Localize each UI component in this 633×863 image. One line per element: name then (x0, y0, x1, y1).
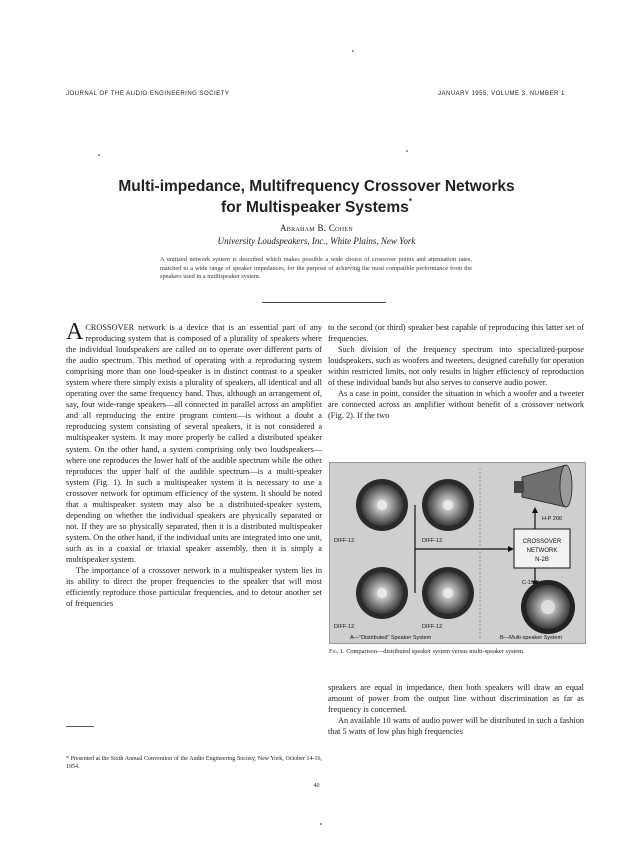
footnote: * Presented at the Sixth Annual Convention of the Audio Engineering Society, New York, October 14-16, 1954. (66, 756, 322, 770)
right-paragraph-4: speakers are equal in impedance, then both speakers will draw an equal amount of power from the output line without discrimination as far as frequency is concerned. (328, 683, 584, 715)
label-diff-bottom-left: DIFF-12 (334, 624, 355, 630)
abstract: A unitized network system is described which makes possible a wide choice of crossover points and attenuation rates, matched to a wide range of speaker impedances, for the purpose of achieving the most compatible performance from the speakers used in a multispeaker system. (160, 256, 472, 281)
figure-1-drawing (330, 463, 585, 643)
scan-speck (352, 50, 354, 52)
figure-1 (329, 462, 586, 644)
figure-caption-label: Fig. 1. (329, 648, 345, 655)
woofer-speaker (521, 580, 575, 634)
drop-cap: A (66, 319, 84, 345)
right-paragraph-3: As a case in point, consider the situation in which a woofer and a tweeter are connected across an amplifier without benefit of a crossover network (Fig. 2). If the two (328, 389, 584, 421)
page-number: 40 (313, 783, 320, 789)
journal-header: JOURNAL OF THE AUDIO ENGINEERING SOCIETY (66, 91, 230, 97)
label-diff-top-middle: DIFF-12 (422, 538, 443, 544)
title-line2-text: for Multispeaker Systems (221, 199, 409, 216)
article-title-line1: Multi-impedance, Multifrequency Crossover Networks (118, 178, 515, 195)
right-column-top (328, 322, 584, 421)
caption-part-b: B—Multi-speaker System (500, 635, 563, 641)
author-name: Abraham B. Cohen (279, 223, 354, 233)
speaker-bottom-left (356, 567, 408, 619)
label-network-line1: CROSSOVER (522, 539, 562, 545)
scan-speck (98, 154, 100, 156)
issue-header: JANUARY 1955, VOLUME 3, NUMBER 1 (438, 91, 565, 97)
left-paragraph-2: The importance of a crossover network in a multispeaker system lies in its ability to direct the proper frequencies to the speaker that will most efficiently reproduce those particular frequencies, and to detour another set of frequencies (66, 566, 322, 609)
caption-part-a: A—"Distributed" Speaker System (350, 635, 432, 641)
scan-speck (406, 150, 408, 152)
figure-caption (329, 648, 584, 656)
author-affiliation: University Loudspeakers, Inc., White Plains, New York (217, 236, 416, 246)
left-paragraph-1: CROSSOVER network is a device that is an essential part of any reproducing system that is composed of a plurality of speakers where the individual loudspeakers are called on to operate over different parts of the audio spectrum. This method of operating with a reproducing system comprising more than one loud-speaker is in distinct contrast to a speaker system where there simply exists a plurality of speakers, all identical and all operating over the same frequency band. Thus, although an arrangement of, say, four wide-range speakers—all connected in parallel across an amplifier and all reproducing the entire program content—is without a doubt a reproducing system consisting of several speakers, it is not considered a multispeaker system. It may more properly be called a distributed speaker system. On the other hand, a system comprising only two loudspeakers—where one reproduces the lower half of the audible spectrum while the other reproduces the upper half of the audible spectrum—is a multi-speaker system (Fig. 1). In such a multispeaker system it is necessary to use a crossover network for optimum efficiency of the system. It should be noted that a multispeaker system may also be a distributed-speaker system, depending on whether the individual speakers are physically separated or not. If they are so physically separated, then it is a distributed multispeaker system. On the other hand, if the individual units are integrated into one unit, such as in a coaxial or triaxial speaker assembly, then it is simply a multispeaker system. (66, 323, 322, 564)
left-column (66, 319, 322, 609)
label-diff-top-left: DIFF-12 (334, 538, 355, 544)
footnote-rule (66, 726, 94, 727)
figure-caption-text: Comparison—distributed speaker system versus multi-speaker system. (346, 648, 525, 655)
speaker-top-left (356, 479, 408, 531)
right-paragraph-1: to the second (or third) speaker best capable of reproducing this latter set of frequencies. (328, 323, 584, 344)
speaker-top-middle (422, 479, 474, 531)
label-network-line2: NETWORK (526, 548, 558, 554)
label-woofer: C-15W (522, 580, 540, 586)
right-column-bottom (328, 682, 584, 737)
label-network-line3: N-2B (535, 557, 549, 563)
right-paragraph-2: Such division of the frequency spectrum into specialized-purpose loudspeakers, such as woofers and tweeters, designed carefully for operation within restricted limits, not only results in higher efficiency of reproduction of these individual bands but also serves to conserve audio power. (328, 345, 584, 388)
section-divider (262, 302, 386, 303)
speaker-bottom-middle (422, 567, 474, 619)
article-title-line2 (0, 199, 633, 217)
right-paragraph-5: An available 10 watts of audio power will be distributed in such a fashion that 5 watts of low plus high frequencies (328, 716, 584, 737)
scan-speck (320, 823, 322, 825)
title-footnote-mark: * (408, 197, 412, 206)
label-tweeter: H-P 206 (542, 516, 563, 522)
label-diff-bottom-middle: DIFF-12 (422, 624, 443, 630)
